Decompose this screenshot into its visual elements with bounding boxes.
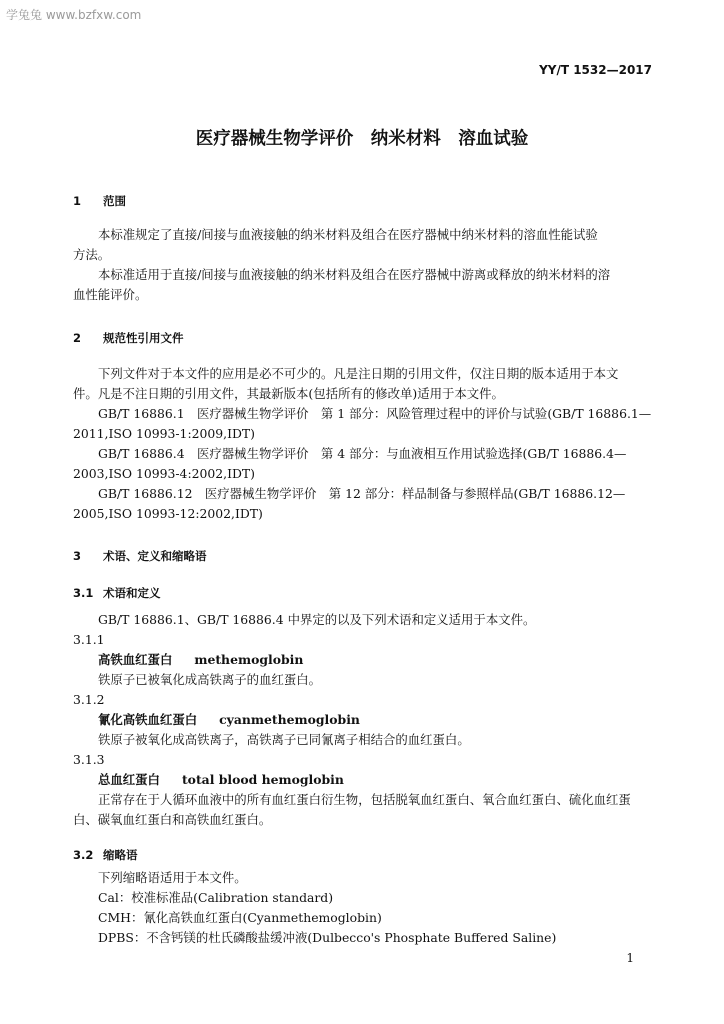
reference-line: GB/T 16886.12 医疗器械生物学评价 第 12 部分：样品制备与参照样品(GB/T 16886.12—	[98, 486, 626, 501]
term-english: cyanmethemoglobin	[219, 712, 360, 727]
subsection-title: 术语和定义	[103, 586, 161, 600]
section-2-heading	[73, 330, 184, 346]
section-3-heading	[73, 548, 207, 564]
reference-line: 2011,ISO 10993-1:2009,IDT)	[73, 426, 256, 441]
term-chinese: 氰化高铁血红蛋白	[98, 712, 198, 727]
term-number: 3.1.1	[73, 632, 105, 647]
abbreviation-line: CMH：氰化高铁血红蛋白(Cyanmethemoglobin)	[98, 910, 382, 925]
paragraph-line: 本标准规定了直接/间接与血液接触的纳米材料及组合在医疗器械中纳米材料的溶血性能试验	[98, 227, 598, 242]
abbreviation-line: Cal：校准标准品(Calibration standard)	[98, 890, 334, 905]
standard-number: YY/T 1532—2017	[539, 63, 652, 77]
section-title: 规范性引用文件	[103, 331, 184, 345]
term-number: 3.1.3	[73, 752, 105, 767]
subsection-number: 3.2	[73, 848, 94, 862]
reference-line: GB/T 16886.4 医疗器械生物学评价 第 4 部分：与血液相互作用试验选择(GB/T 16886.4—	[98, 446, 627, 461]
term-definition: 铁原子已被氧化成高铁离子的血红蛋白。	[98, 672, 322, 687]
paragraph-line: 血性能评价。	[73, 287, 148, 302]
paragraph-line: GB/T 16886.1、GB/T 16886.4 中界定的以及下列术语和定义适用于本文件。	[98, 612, 536, 627]
term-entry	[98, 710, 360, 730]
section-title: 术语、定义和缩略语	[103, 549, 207, 563]
paragraph-line: 件。凡是不注日期的引用文件，其最新版本(包括所有的修改单)适用于本文件。	[73, 386, 504, 401]
subsection-number: 3.1	[73, 586, 94, 600]
term-english: methemoglobin	[194, 652, 304, 667]
paragraph-line: 下列缩略语适用于本文件。	[98, 870, 247, 885]
section-number: 3	[73, 549, 82, 563]
section-number: 2	[73, 331, 82, 345]
term-number: 3.1.2	[73, 692, 105, 707]
term-definition: 正常存在于人循环血液中的所有血红蛋白衍生物，包括脱氧血红蛋白、氧合血红蛋白、硫化血红蛋	[98, 792, 631, 807]
watermark: 学兔兔 www.bzfxw.com	[6, 8, 142, 22]
term-entry	[98, 650, 303, 670]
reference-line: GB/T 16886.1 医疗器械生物学评价 第 1 部分：风险管理过程中的评价与试验(GB/T 16886.1—	[98, 406, 652, 421]
reference-line: 2003,ISO 10993-4:2002,IDT)	[73, 466, 256, 481]
page-number: 1	[626, 951, 634, 965]
term-chinese: 总血红蛋白	[98, 772, 160, 787]
term-entry	[98, 770, 344, 790]
subsection-title: 缩略语	[103, 848, 138, 862]
subsection-3-2-heading	[73, 847, 138, 863]
paragraph-line: 本标准适用于直接/间接与血液接触的纳米材料及组合在医疗器械中游离或释放的纳米材料的溶	[98, 267, 611, 282]
term-chinese: 高铁血红蛋白	[98, 652, 173, 667]
abbreviation-line: DPBS：不含钙镁的杜氏磷酸盐缓冲液(Dulbecco's Phosphate Buffered Saline)	[98, 930, 557, 945]
section-title: 范围	[103, 194, 126, 208]
subsection-3-1-heading	[73, 585, 161, 601]
term-english: total blood hemoglobin	[181, 772, 344, 787]
paragraph-line: 下列文件对于本文件的应用是必不可少的。凡是注日期的引用文件，仅注日期的版本适用于本文	[98, 366, 619, 381]
section-1-heading	[73, 193, 126, 209]
term-definition: 铁原子被氧化成高铁离子，高铁离子已同氰离子相结合的血红蛋白。	[98, 732, 470, 747]
term-definition: 白、碳氧血红蛋白和高铁血红蛋白。	[73, 812, 272, 827]
reference-line: 2005,ISO 10993-12:2002,IDT)	[73, 506, 263, 521]
paragraph-line: 方法。	[73, 247, 111, 262]
section-number: 1	[73, 194, 82, 208]
document-title: 医疗器械生物学评价 纳米材料 溶血试验	[195, 129, 529, 149]
